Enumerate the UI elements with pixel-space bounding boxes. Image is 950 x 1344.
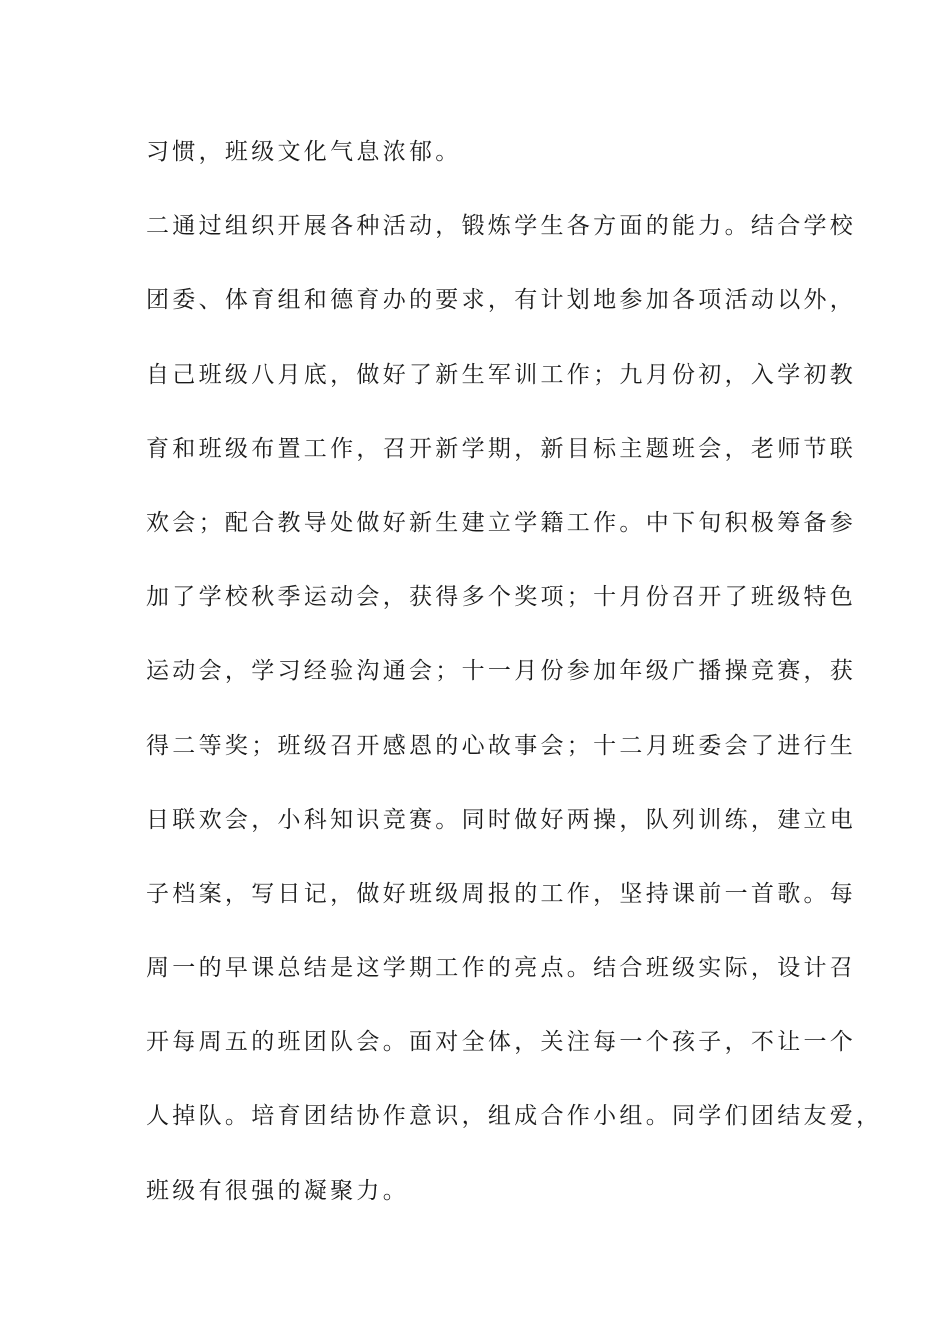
text-line-9: 得二等奖；班级召开感恩的心故事会；十二月班委会了进行生	[146, 732, 857, 759]
text-line-3: 团委、体育组和德育办的要求，有计划地参加各项活动以外，	[146, 287, 857, 314]
text-line-1: 习惯，班级文化气息浓郁。	[146, 139, 462, 165]
text-line-13: 开每周五的班团队会。面对全体，关注每一个孩子，不让一个	[146, 1029, 857, 1056]
text-line-2: 二通过组织开展各种活动，锻炼学生各方面的能力。结合学校	[146, 213, 857, 240]
body-text	[146, 130, 883, 1243]
text-line-8: 运动会，学习经验沟通会；十一月份参加年级广播操竞赛，获	[146, 658, 857, 685]
text-line-15: 班级有很强的凝聚力。	[146, 1177, 409, 1204]
text-line-7: 加了学校秋季运动会，获得多个奖项；十月份召开了班级特色	[146, 584, 857, 611]
text-line-5: 育和班级布置工作，召开新学期，新目标主题班会，老师节联	[146, 435, 857, 462]
text-line-10: 日联欢会，小科知识竞赛。同时做好两操，队列训练，建立电	[146, 806, 857, 833]
text-line-4: 自己班级八月底，做好了新生军训工作；九月份初，入学初教	[146, 361, 857, 388]
text-line-6: 欢会；配合教导处做好新生建立学籍工作。中下旬积极筹备参	[146, 509, 857, 536]
text-line-14: 人掉队。培育团结协作意识，组成合作小组。同学们团结友爱，	[146, 1103, 883, 1130]
text-line-12: 周一的早课总结是这学期工作的亮点。结合班级实际，设计召	[146, 955, 857, 982]
text-line-11: 子档案，写日记，做好班级周报的工作，坚持课前一首歌。每	[146, 880, 857, 907]
